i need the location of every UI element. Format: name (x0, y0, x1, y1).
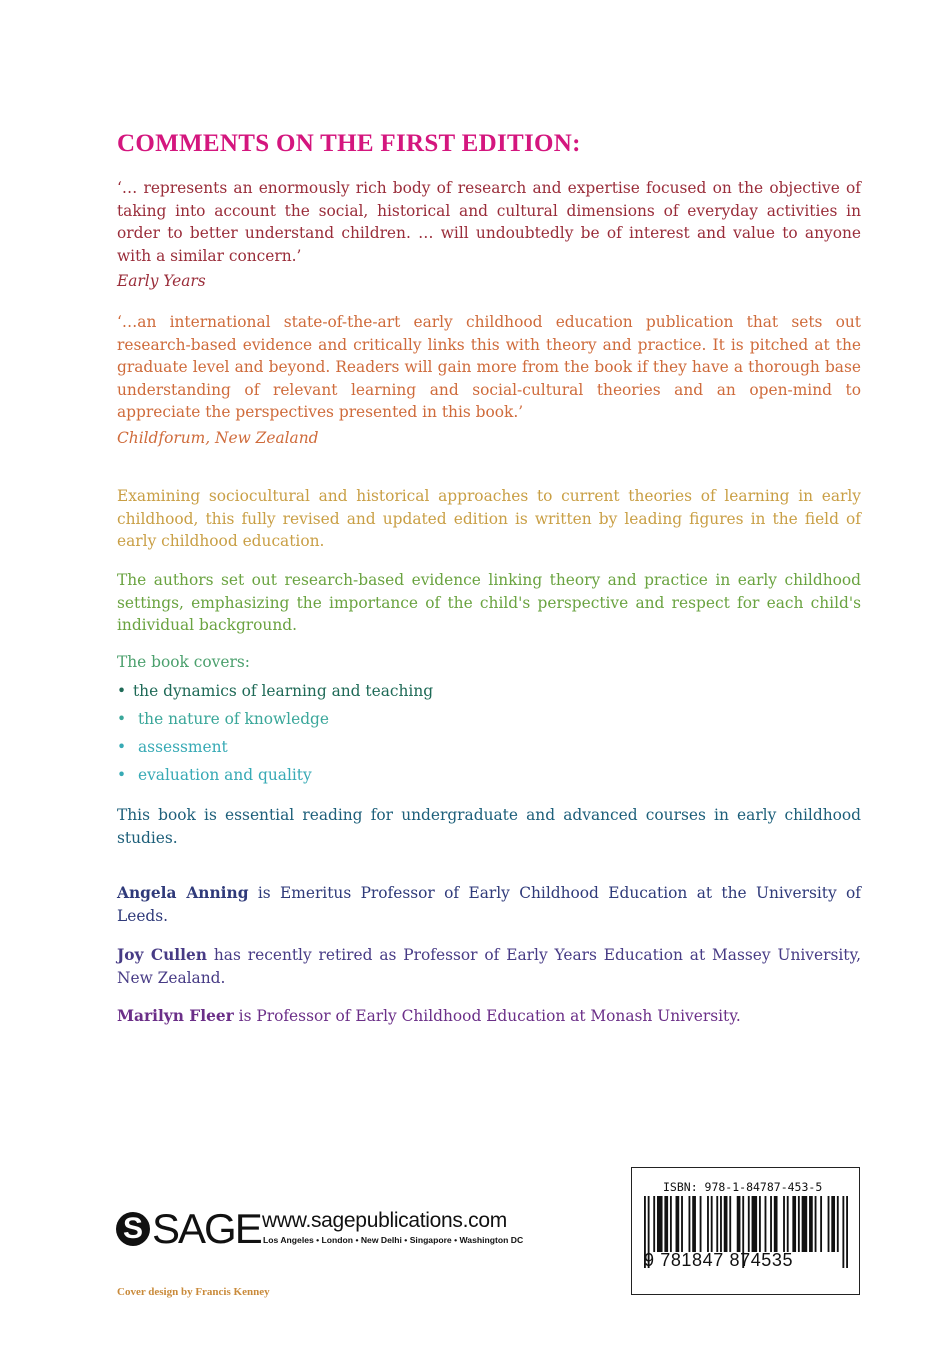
barcode-bar (815, 1196, 817, 1252)
covers-intro: The book covers: (117, 653, 250, 671)
description-paragraph-2: The authors set out research-based evidence linking theory and practice in early childhood settings, emphasizing the importance of the child's perspective and respect for each child's individual background. (117, 571, 861, 634)
bullet-icon: • (117, 766, 127, 784)
bullet-icon: • (117, 710, 127, 728)
barcode-bar (653, 1196, 655, 1252)
description-paragraph-1: Examining sociocultural and historical approaches to current theories of learning in early childhood, this fully revised and updated edition is written by leading figures in the field of early childhood education. (117, 487, 861, 550)
list-item: • the nature of knowledge (117, 710, 330, 728)
bullet-icon: • (117, 738, 127, 756)
author-bio-3: Marilyn Fleer is Professor of Early Childhood Education at Monash University. (117, 1007, 741, 1025)
barcode-bar (670, 1196, 672, 1252)
isbn-label: ISBN: 978-1-84787-453-5 (663, 1180, 823, 1194)
comments-heading: COMMENTS ON THE FIRST EDITION: (117, 130, 581, 157)
sage-logo (116, 1205, 261, 1252)
list-item: • evaluation and quality (117, 766, 312, 784)
barcode-bar (711, 1196, 713, 1252)
review-quote-2: ‘…an international state-of-the-art early childhood education publication that sets out research-based evidence and critically links this with theory and practice. It is pitched at the graduate level and beyond. Readers will gain more from the book if they have a thorough base understanding of relevant learning and social-cultural theories and an open-mind to appreciate the perspectives presented in this book.’ (117, 313, 861, 421)
barcode-bar (737, 1196, 741, 1252)
barcode-bar (724, 1196, 728, 1252)
review-quote-1: ‘… represents an enormously rich body of research and expertise focused on the objective of taking into account the social, historical and cultural dimensions of everyday activities in order to better understand children. … will undoubtedly be of interest and value to anyone with a similar concern.’ (117, 179, 861, 265)
barcode-bar (657, 1196, 663, 1252)
barcode-bar (837, 1196, 839, 1252)
publisher-cities: Los Angeles • London • New Delhi • Singapore • Washington DC (263, 1235, 524, 1245)
barcode-bar (689, 1196, 691, 1252)
barcode-bar (700, 1196, 702, 1252)
author-name: Angela Anning (117, 884, 249, 902)
list-item: • assessment (117, 738, 228, 756)
barcode-bar (820, 1196, 822, 1252)
barcode-bar (802, 1196, 808, 1252)
barcode-bar (681, 1196, 683, 1252)
covers-list (117, 680, 433, 792)
author-bio-2: Joy Cullen has recently retired as Professor of Early Years Education at Massey University, New Zealand. (117, 946, 861, 987)
barcode-bar (765, 1196, 767, 1252)
barcode-bar (707, 1196, 709, 1252)
barcode-bar (828, 1196, 830, 1252)
barcode-bar (692, 1196, 696, 1252)
barcode-bar (729, 1196, 731, 1252)
barcode-bar (809, 1196, 813, 1252)
barcode-bar (770, 1196, 772, 1252)
barcode-bar (676, 1196, 680, 1252)
barcode-bar (783, 1196, 785, 1252)
author-bio-1: Angela Anning is Emeritus Professor of Early Childhood Education at the University of Leeds. (117, 884, 861, 925)
essential-reading: This book is essential reading for undergraduate and advanced courses in early childhood studies. (117, 806, 861, 847)
barcode-bar (787, 1196, 789, 1252)
bullet-icon: • (117, 682, 127, 700)
author-name: Marilyn Fleer (117, 1007, 234, 1025)
sage-logo-icon: S (116, 1212, 150, 1246)
review-source-1: Early Years (117, 272, 206, 290)
barcode-bar (774, 1196, 778, 1252)
barcode-digits: 9 781847 874535 (644, 1250, 794, 1270)
list-item: • the dynamics of learning and teaching (117, 682, 434, 700)
barcode-bar (748, 1196, 750, 1252)
barcode-bar (798, 1196, 800, 1252)
barcode-bar (720, 1196, 722, 1252)
sage-logo-word: SAGE (152, 1205, 261, 1252)
barcode-bar (792, 1196, 796, 1252)
review-source-2: Childforum, New Zealand (117, 429, 319, 447)
publisher-url: www.sagepublications.com (262, 1209, 507, 1232)
barcode-bar (716, 1196, 718, 1252)
author-name: Joy Cullen (117, 946, 207, 964)
barcode-bar (759, 1196, 761, 1252)
barcode-bar (664, 1196, 668, 1252)
barcode-box (631, 1167, 860, 1295)
barcode-bar (831, 1196, 835, 1252)
cover-design-credit: Cover design by Francis Kenney (117, 1286, 270, 1298)
barcode-bar (752, 1196, 758, 1252)
